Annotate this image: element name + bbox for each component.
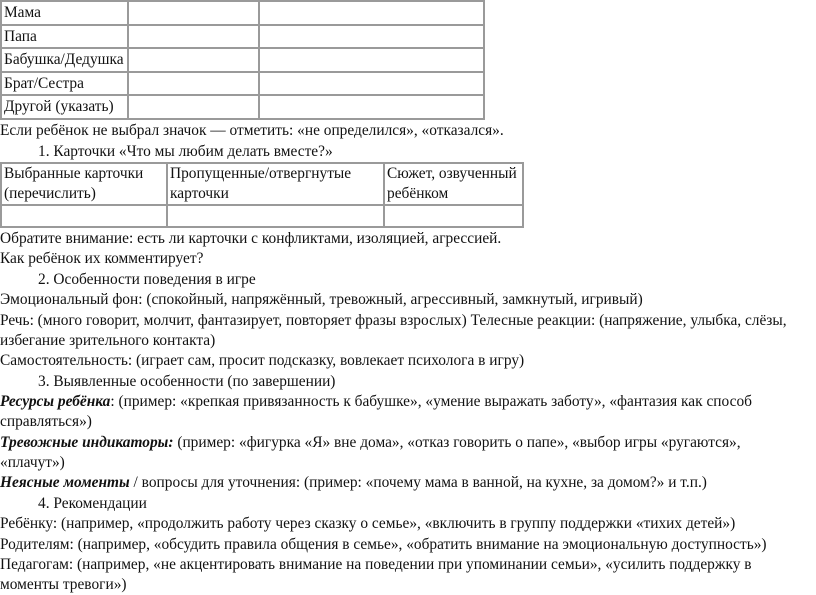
section-3-heading: 3. Выявленные особенности (по завершении) — [38, 373, 336, 390]
empty-cell[interactable] — [259, 72, 484, 96]
table-row — [1, 205, 523, 227]
recommendation-parents: Родителям: (например, «обсудить правила общения в семье», «обратить внимание на эмоциональную доступность») — [0, 536, 767, 553]
section-2-heading: 2. Особенности поведения в игре — [38, 271, 256, 288]
attention-note: Обратите внимание: есть ли карточки с конфликтами, изоляцией, агрессией. — [0, 230, 502, 247]
column-header: Пропущенные/отвергнутые карточки — [167, 163, 384, 205]
resources-label: Ресурсы ребёнка — [0, 393, 111, 410]
speech-line-1: Речь: (много говорит, молчит, фантазирует, повторяет фразы взрослых) Телесные реакции: (напряжение, улыбка, слёзы, — [0, 312, 787, 329]
anxiety-label: Тревожные индикаторы: — [0, 434, 174, 451]
cards-table — [0, 162, 524, 228]
family-cell-label: Брат/Сестра — [1, 72, 128, 96]
unclear-text: / вопросы для уточнения: (пример: «почему мама в ванной, на кухне, за домом?» и т.п.) — [129, 474, 707, 491]
recommendation-teachers-line-1: Педагогам: (например, «не акцентировать внимание на поведении при упоминании семьи», «усилить поддержку в — [0, 556, 752, 573]
family-cell-label: Бабушка/Дедушка — [1, 48, 128, 72]
empty-cell[interactable] — [384, 205, 523, 227]
resources-line-1 — [0, 392, 752, 412]
independence: Самостоятельность: (играет сам, просит подсказку, вовлекает психолога в игру) — [0, 352, 525, 369]
resources-text: : (пример: «крепкая привязанность к бабушке», «умение выражать заботу», «фантазия как способ — [110, 393, 752, 410]
section-1-heading: 1. Карточки «Что мы любим делать вместе?» — [38, 143, 333, 160]
table-header-row — [1, 163, 523, 205]
family-cell-label: Мама — [1, 1, 128, 25]
family-table — [0, 0, 485, 120]
column-header: Выбранные карточки (перечислить) — [1, 163, 167, 205]
table-row — [1, 1, 484, 25]
family-cell-label: Папа — [1, 25, 128, 49]
comment-question: Как ребёнок их комментирует? — [0, 250, 204, 267]
resources-line-2: справляться») — [0, 413, 92, 430]
speech-line-2: избегание зрительного контакта) — [0, 332, 216, 349]
empty-cell[interactable] — [128, 1, 259, 25]
recommendation-child: Ребёнку: (например, «продолжить работу через сказку о семье», «включить в группу поддержки «тихих детей») — [0, 515, 736, 532]
emotional-background: Эмоциональный фон: (спокойный, напряжённый, тревожный, агрессивный, замкнутый, игривый) — [0, 291, 643, 308]
recommendation-teachers-line-2: моменты тревоги») — [0, 576, 127, 593]
anxiety-text: (пример: «фигурка «Я» вне дома», «отказ говорить о папе», «выбор игры «ругаются», — [173, 434, 741, 451]
empty-cell[interactable] — [128, 48, 259, 72]
empty-cell[interactable] — [259, 1, 484, 25]
anxiety-line-1 — [0, 433, 741, 453]
table-row — [1, 25, 484, 49]
table-row — [1, 95, 484, 119]
empty-cell[interactable] — [167, 205, 384, 227]
empty-cell[interactable] — [128, 72, 259, 96]
table-row — [1, 48, 484, 72]
note-choice: Если ребёнок не выбрал значок — отметить: «не определился», «отказался». — [0, 122, 504, 139]
empty-cell[interactable] — [128, 95, 259, 119]
empty-cell[interactable] — [259, 48, 484, 72]
anxiety-line-2: «плачут») — [0, 454, 65, 471]
empty-cell[interactable] — [259, 95, 484, 119]
empty-cell[interactable] — [1, 205, 167, 227]
empty-cell[interactable] — [128, 25, 259, 49]
column-header: Сюжет, озвученный ребёнком — [384, 163, 523, 205]
unclear-label: Неясные моменты — [0, 474, 130, 491]
section-4-heading: 4. Рекомендации — [38, 495, 147, 512]
table-row — [1, 72, 484, 96]
empty-cell[interactable] — [259, 25, 484, 49]
unclear-line — [0, 473, 707, 493]
family-cell-label: Другой (указать) — [1, 95, 128, 119]
